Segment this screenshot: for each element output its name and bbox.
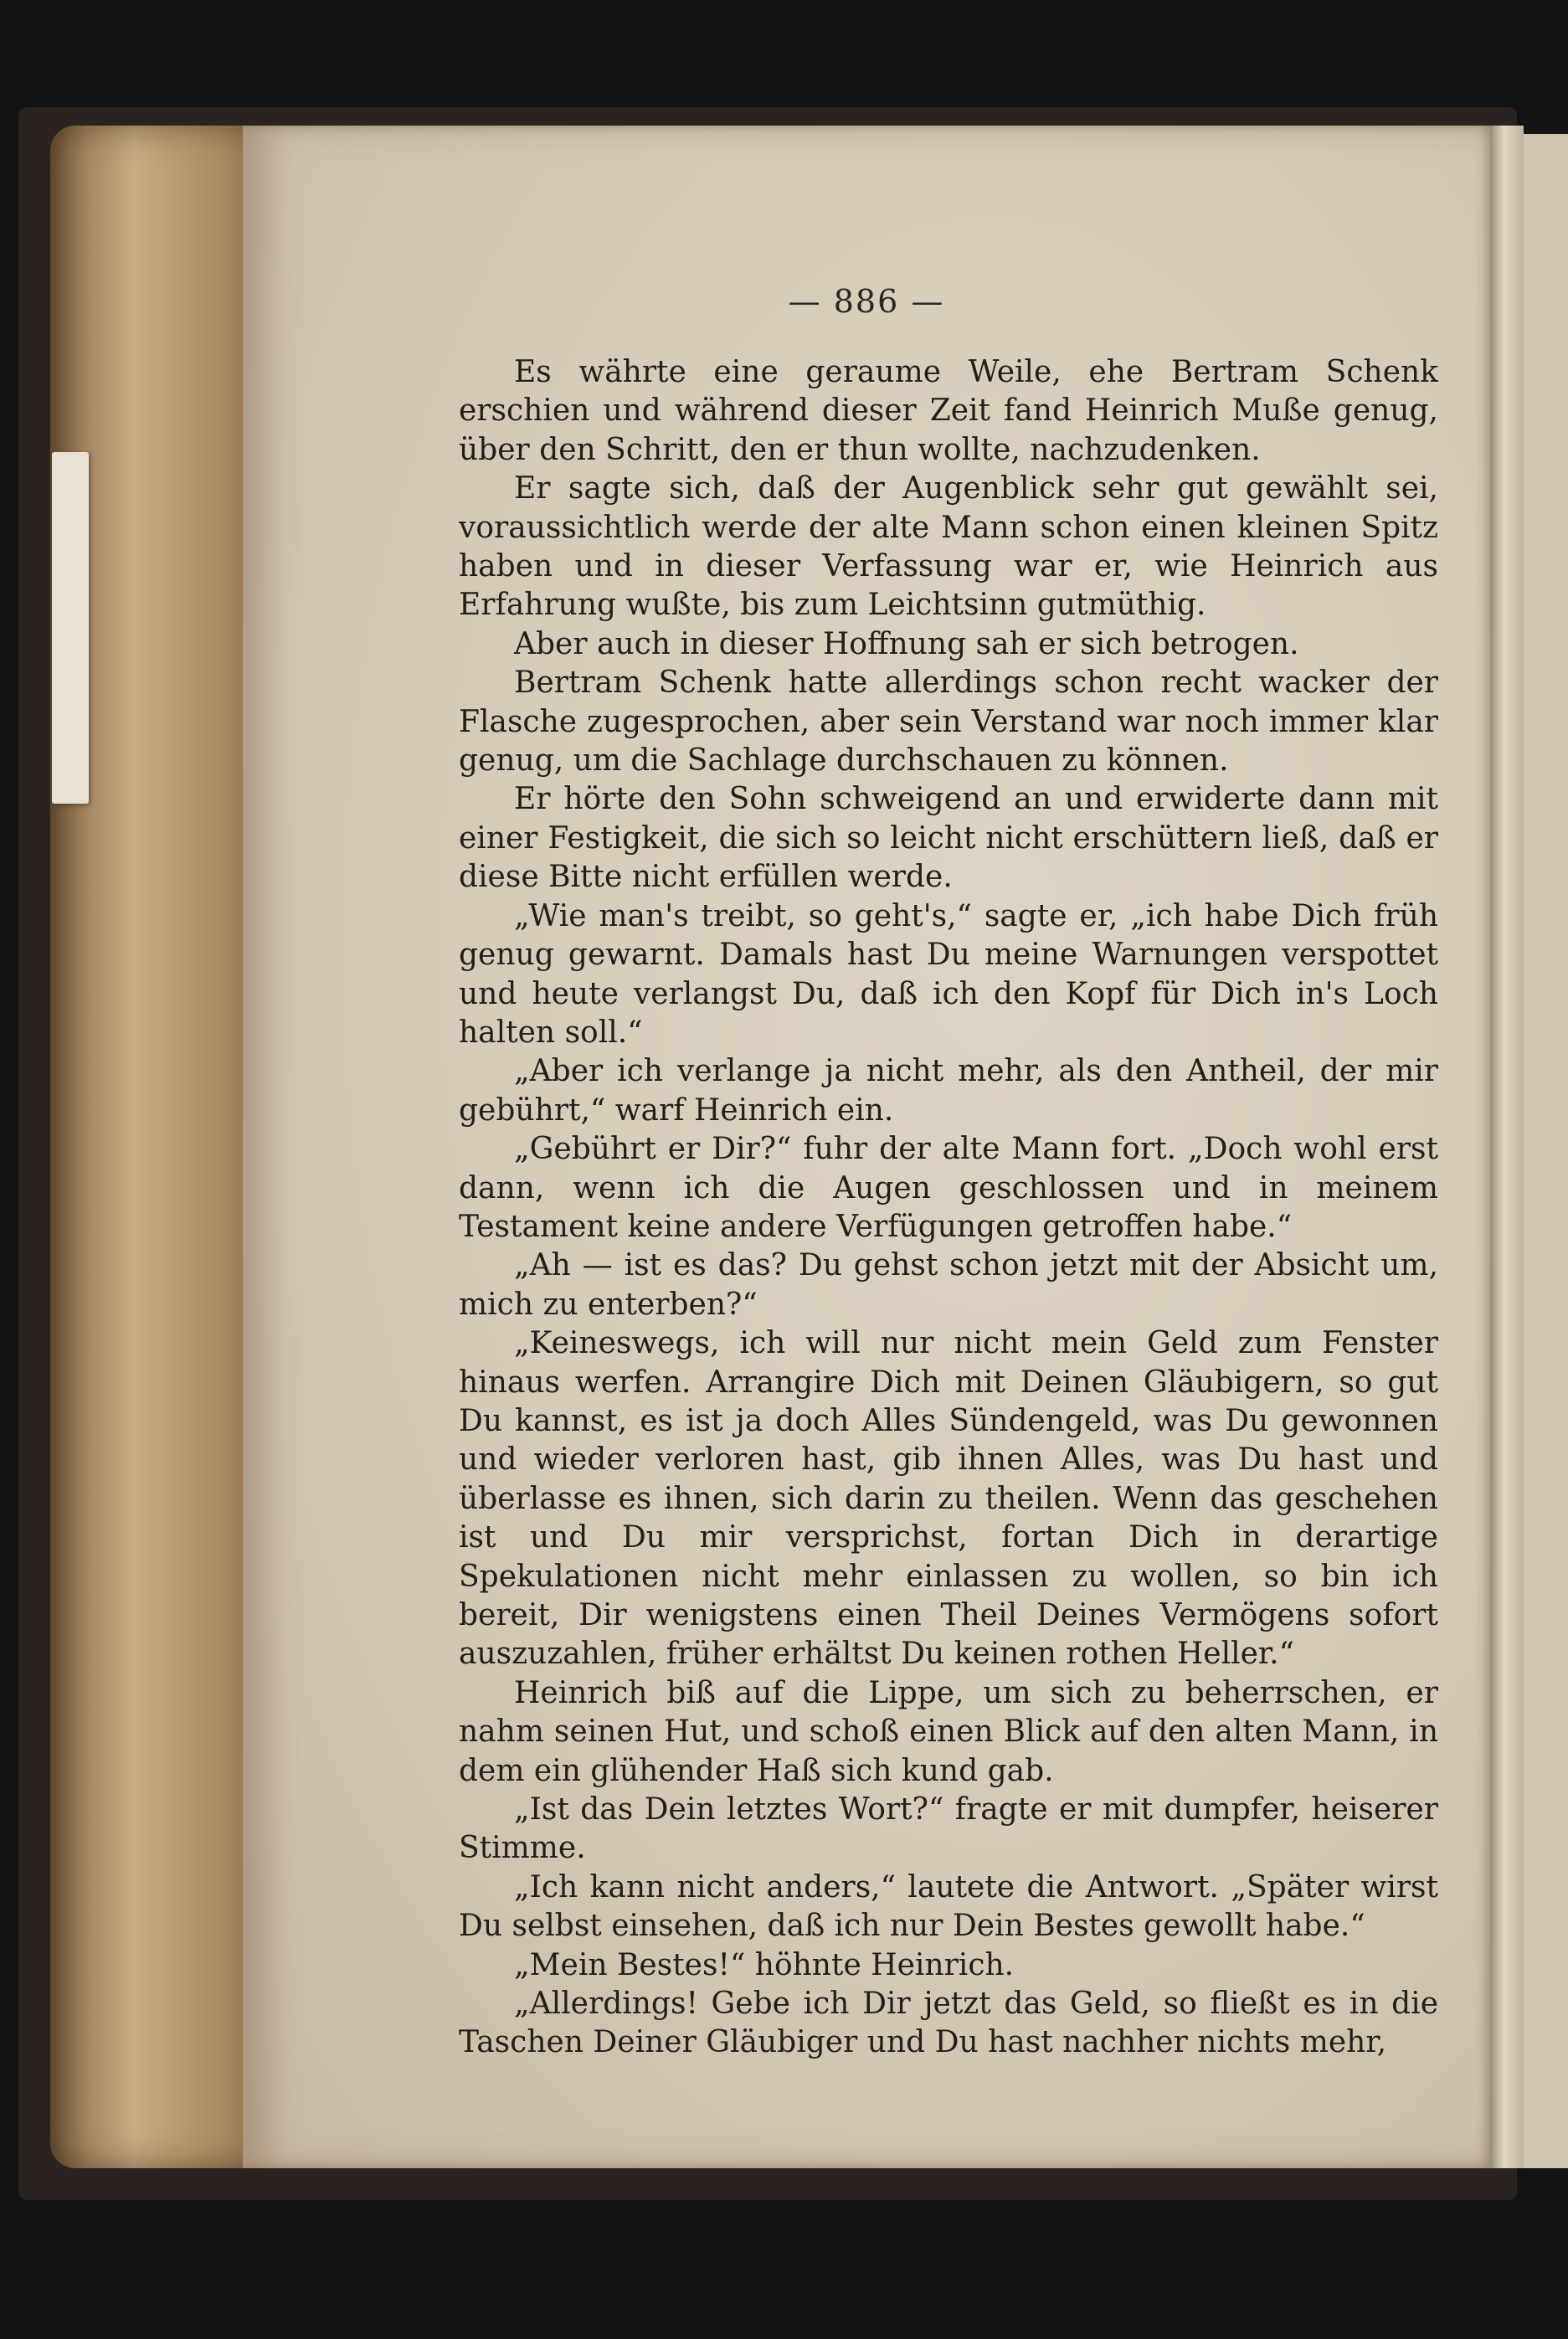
bookmark-slip <box>52 452 89 804</box>
paragraph: „Aber ich verlange ja nicht mehr, als den Antheil, der mir gebührt,“ warf Heinrich ein. <box>459 1054 1438 1128</box>
paragraph: Es währte eine geraume Weile, ehe Bertram Schenk erschien und während dieser Zeit fand Heinrich Muße genug, über den Schritt, den er thun wollte, nachzudenken. <box>459 355 1438 467</box>
paragraph: Bertram Schenk hatte allerdings schon recht wacker der Flasche zugesprochen, aber sein Verstand war noch immer klar genug, um die Sachlage durchschauen zu können. <box>459 666 1438 779</box>
paragraph: Er sagte sich, daß der Augenblick sehr gut gewählt sei, voraussichtlich werde der alte Mann schon einen kleinen Spitz haben und in dieser Verfassung war er, wie Heinrich aus Erfahrung wußte, bis zum Leichtsinn gutmüthig. <box>459 471 1438 623</box>
page-text <box>459 353 1438 2063</box>
paragraph: „Keineswegs, ich will nur nicht mein Geld zum Fenster hinaus werfen. Arrangire Dich mit Deinen Gläubigern, so gut Du kannst, es ist ja doch Alles Sündengeld, was Du gewonnen und wieder verloren hast, gib ihnen Alles, was Du hast und überlasse es ihnen, sich darin zu theilen. Wenn das geschehen ist und Du mir versprichst, fortan Dich in derartige Spekulationen nicht mehr einlassen zu wollen, so bin ich bereit, Dir wenigstens einen Theil Deines Vermögens sofort auszuzahlen, früher erhältst Du keinen rothen Heller.“ <box>459 1326 1438 1672</box>
page-edges <box>50 126 260 2168</box>
paragraph: „Allerdings! Gebe ich Dir jetzt das Geld, so fließt es in die Taschen Deiner Gläubiger und Du hast nachher nichts mehr, <box>459 1987 1438 2060</box>
paragraph: „Ich kann nicht anders,“ lautete die Antwort. „Später wirst Du selbst einsehen, daß ich nur Dein Bestes gewollt habe.“ <box>459 1869 1438 1944</box>
book-gutter <box>1490 126 1524 2168</box>
facing-page-edge <box>1524 134 1568 2168</box>
paragraph: Heinrich biß auf die Lippe, um sich zu beherrschen, er nahm seinen Hut, und schoß einen Blick auf den alten Mann, in dem ein glühender Haß sich kund gab. <box>459 1675 1438 1788</box>
paragraph: „Wie man's treibt, so geht's,“ sagte er, „ich habe Dich früh genug gewarnt. Damals hast Du meine Warnungen verspottet und heute verlangst Du, daß ich den Kopf für Dich in's Loch halten soll.“ <box>459 898 1438 1050</box>
paragraph: Er hörte den Sohn schweigend an und erwiderte dann mit einer Festigkeit, die sich so leicht nicht erschüttern ließ, daß er diese Bitte nicht erfüllen werde. <box>459 782 1438 895</box>
page-number: — 886 — <box>788 283 945 320</box>
paragraph: „Ist das Dein letztes Wort?“ fragte er mit dumpfer, heiserer Stimme. <box>459 1792 1438 1866</box>
paragraph: „Mein Bestes!“ höhnte Heinrich. <box>514 1947 1015 1982</box>
paragraph: „Ah — ist es das? Du gehst schon jetzt mit der Absicht um, mich zu enterben?“ <box>459 1248 1438 1322</box>
paragraph: Aber auch in dieser Hoffnung sah er sich betrogen. <box>514 626 1299 661</box>
paragraph: „Gebührt er Dir?“ fuhr der alte Mann fort. „Doch wohl erst dann, wenn ich die Augen geschlossen und in meinem Testament keine andere Verfügungen getroffen habe.“ <box>459 1132 1438 1244</box>
